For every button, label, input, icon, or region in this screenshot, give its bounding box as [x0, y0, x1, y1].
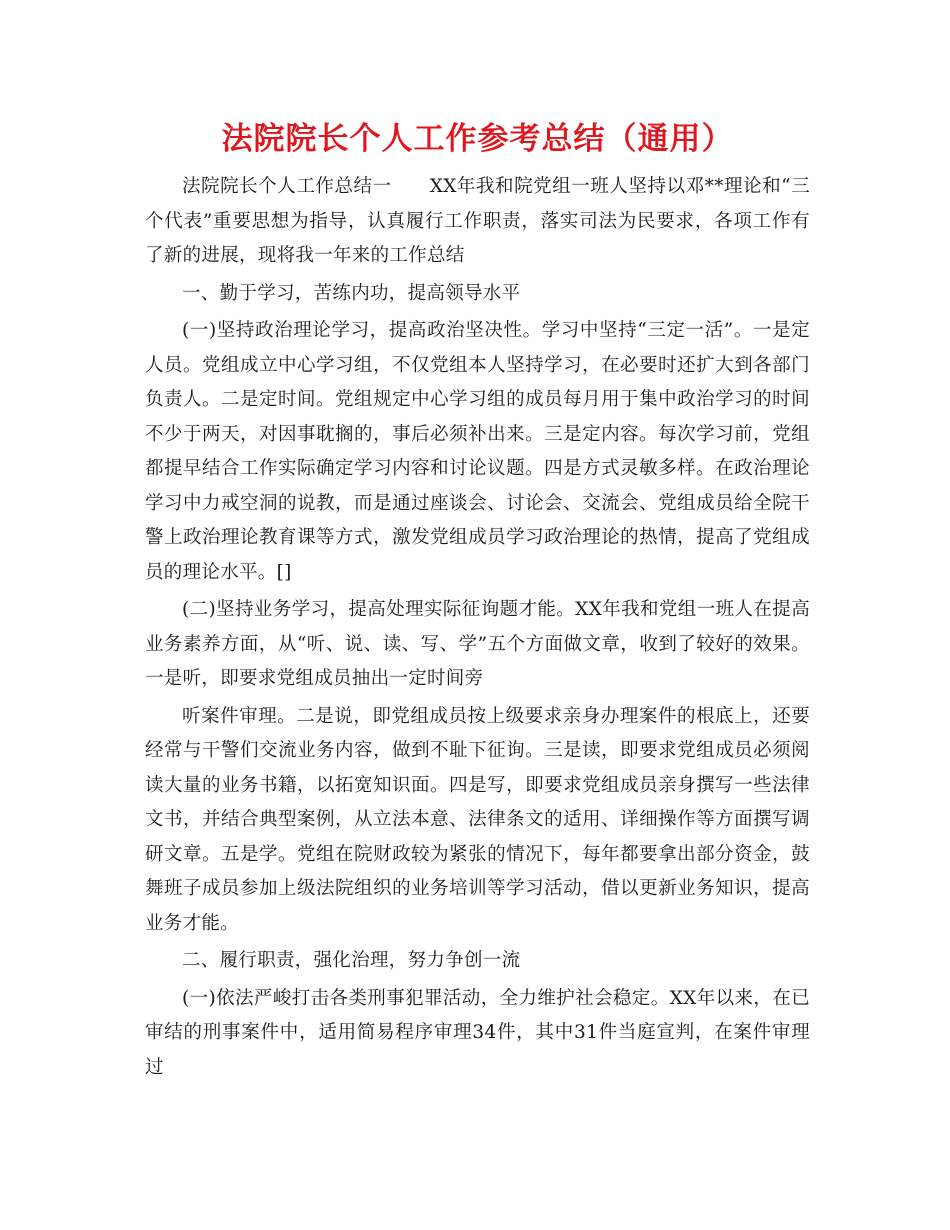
- paragraph-business-study-continued: 听案件审理。二是说，即党组成员按上级要求亲身办理案件的根底上，还要经常与干警们交流业务内容，做到不耻下征询。三是读，即要求党组成员必须阅读大量的业务书籍，以拓宽知识面。四是写，即要求党组成员亲身撰写一些法律文书，并结合典型案例，从立法本意、法律条文的适用、详细操作等方面撰写调研文章。五是学。党组在院财政较为紧张的情况下，每年都要拿出部分资金，鼓舞班子成员参加上级法院组织的业务培训等学习活动，借以更新业务知识，提高业务才能。: [145, 705, 810, 934]
- document-title: 法院院长个人工作参考总结（通用）: [221, 121, 734, 157]
- paragraph-intro: 法院院长个人工作总结一 XX年我和院党组一班人坚持以邓**理论和“三个代表”重要思想为指导，认真履行工作职责，落实司法为民要求，各项工作有了新的进展，现将我一年来的工作总结: [145, 176, 810, 266]
- section-heading-1: 一、勤于学习，苦练内功，提高领导水平: [182, 282, 521, 304]
- paragraph-political-study: (一)坚持政治理论学习，提高政治坚决性。学习中坚持“三定一活”。一是定人员。党组成立中心学习组，不仅党组本人坚持学习，在必要时还扩大到各部门负责人。二是定时间。党组规定中心学习组的成员每月用于集中政治学习的时间不少于两天，对因事耽搁的，事后必须补出来。三是定内容。每次学习前，党组都提早结合工作实际确定学习内容和讨论议题。四是方式灵敏多样。在政治理论学习中力戒空洞的说教，而是通过座谈会、讨论会、交流会、党组成员给全院干警上政治理论教育课等方式，激发党组成员学习政治理论的热情，提高了党组成员的理论水平。[]: [145, 320, 810, 583]
- paragraph-business-study: (二)坚持业务学习，提高处理实际征询题才能。XX年我和党组一班人在提高业务素养方面，从“听、说、读、写、学”五个方面做文章，收到了较好的效果。一是听，即要求党组成员抽出一定时间旁: [145, 599, 810, 689]
- paragraph-criminal-cases: (一)依法严峻打击各类刑事犯罪活动，全力维护社会稳定。XX年以来，在已审结的刑事案件中，适用简易程序审理34件，其中31件当庭宣判，在案件审理过: [145, 987, 810, 1078]
- document-body: [145, 170, 810, 1085]
- section-heading-2: 二、履行职责，强化治理，努力争创一流: [182, 950, 521, 971]
